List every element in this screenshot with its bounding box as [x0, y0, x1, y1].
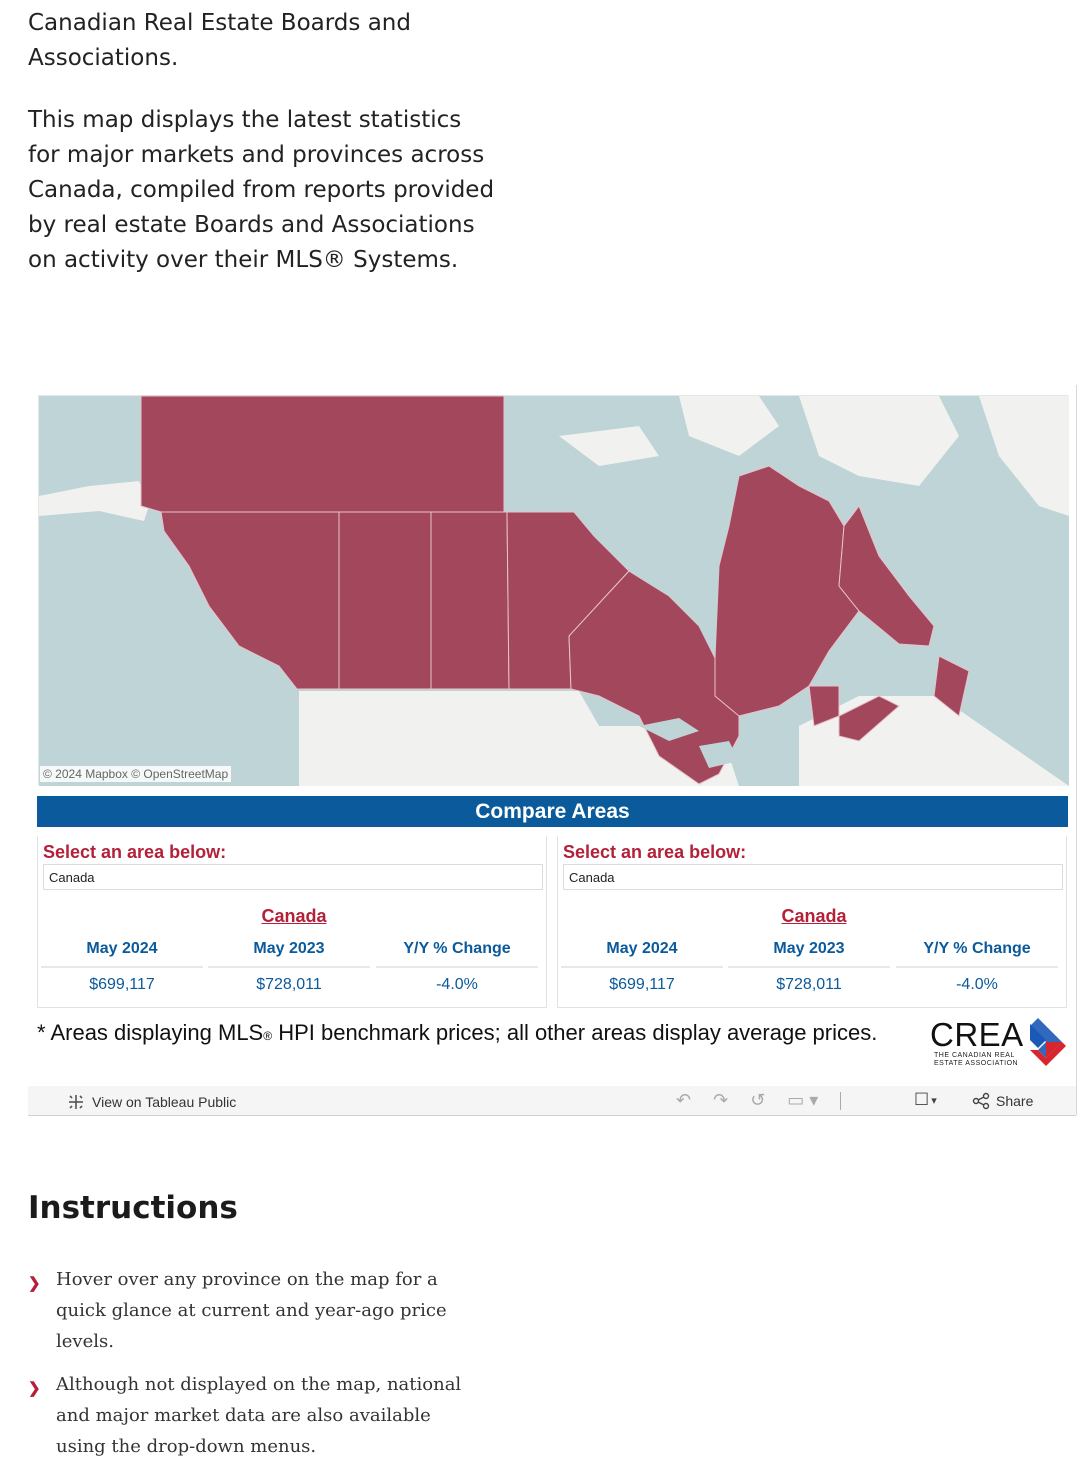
saskatchewan[interactable]	[431, 512, 509, 689]
compare-areas-header: Compare Areas	[37, 796, 1068, 827]
select-area-label: Select an area below:	[43, 842, 227, 862]
footnote-prefix: * Areas displaying MLS	[37, 1020, 264, 1045]
list-item	[28, 1264, 478, 1357]
toolbar-divider	[840, 1092, 841, 1110]
compare-panel-left	[37, 836, 547, 1008]
revert-icon[interactable]: ↺	[750, 1090, 766, 1110]
intro-text	[28, 6, 498, 278]
northern-territories[interactable]	[141, 396, 504, 512]
crea-logo-word: CREA	[930, 1016, 1024, 1053]
compare-panel-right	[557, 836, 1067, 1008]
value-change: -4.0%	[436, 976, 478, 993]
intro-paragraph-2: This map displays the latest statistics for major markets and provinces across Canada, compiled from reports provided by real estate Boards and Associations on activity over their MLS® Systems.	[28, 107, 495, 273]
area-name[interactable]: Canada	[781, 906, 847, 926]
crea-logo-tagline: THE CANADIAN REAL ESTATE ASSOCIATION	[934, 1052, 1019, 1067]
pause-icon[interactable]: ▭ ▾	[787, 1090, 819, 1110]
column-header-previous: May 2023	[728, 940, 890, 968]
redo-icon[interactable]: ↷	[713, 1090, 729, 1110]
instruction-text: Although not displayed on the map, national and major market data are also available using the drop-down menus.	[56, 1374, 462, 1457]
map-credit[interactable]: © 2024 Mapbox © OpenStreetMap	[40, 766, 231, 782]
value-previous: $728,011	[256, 976, 322, 993]
value-change: -4.0%	[956, 976, 998, 993]
area-name[interactable]: Canada	[261, 906, 327, 926]
share-label: Share	[996, 1093, 1034, 1109]
tableau-icon	[66, 1092, 86, 1112]
alberta[interactable]	[339, 512, 431, 689]
toolbar-actions	[676, 1090, 841, 1111]
area-dropdown[interactable]: Canada	[43, 864, 543, 890]
instruction-text: Hover over any province on the map for a quick glance at current and year-ago price levels.	[56, 1269, 447, 1352]
instructions-list	[28, 1264, 478, 1474]
column-header-current: May 2024	[41, 940, 203, 968]
download-icon: ☐	[914, 1090, 930, 1109]
crea-mark-icon	[1026, 1018, 1066, 1066]
intro-paragraph-1: Canadian Real Estate Boards and Associations.	[28, 10, 411, 71]
registered-mark: ®	[263, 1029, 273, 1043]
column-header-previous: May 2023	[208, 940, 370, 968]
select-area-label: Select an area below:	[563, 842, 747, 862]
value-current: $699,117	[89, 976, 155, 993]
footnote-suffix: HPI benchmark prices; all other areas display average prices.	[272, 1020, 878, 1045]
area-dropdown[interactable]: Canada	[563, 864, 1063, 890]
chevron-right-icon: ❯	[28, 1274, 41, 1292]
canada-map[interactable]	[38, 395, 1068, 785]
view-on-tableau-link[interactable]	[66, 1092, 236, 1112]
column-header-change: Y/Y % Change	[896, 940, 1058, 968]
tableau-toolbar	[28, 1086, 1076, 1116]
chevron-right-icon: ❯	[28, 1379, 41, 1397]
undo-icon[interactable]: ↶	[676, 1090, 692, 1110]
value-current: $699,117	[609, 976, 675, 993]
share-button[interactable]	[972, 1092, 1033, 1110]
chevron-down-icon: ▾	[931, 1094, 937, 1107]
download-button[interactable]	[914, 1090, 937, 1110]
map-canvas[interactable]	[39, 396, 1069, 786]
value-previous: $728,011	[776, 976, 842, 993]
column-header-change: Y/Y % Change	[376, 940, 538, 968]
column-header-current: May 2024	[561, 940, 723, 968]
crea-logo	[928, 1014, 1068, 1076]
instructions-heading: Instructions	[28, 1190, 238, 1226]
share-icon	[972, 1092, 990, 1110]
list-item	[28, 1369, 478, 1462]
footnote	[37, 1019, 897, 1050]
view-on-tableau-label: View on Tableau Public	[92, 1094, 237, 1110]
